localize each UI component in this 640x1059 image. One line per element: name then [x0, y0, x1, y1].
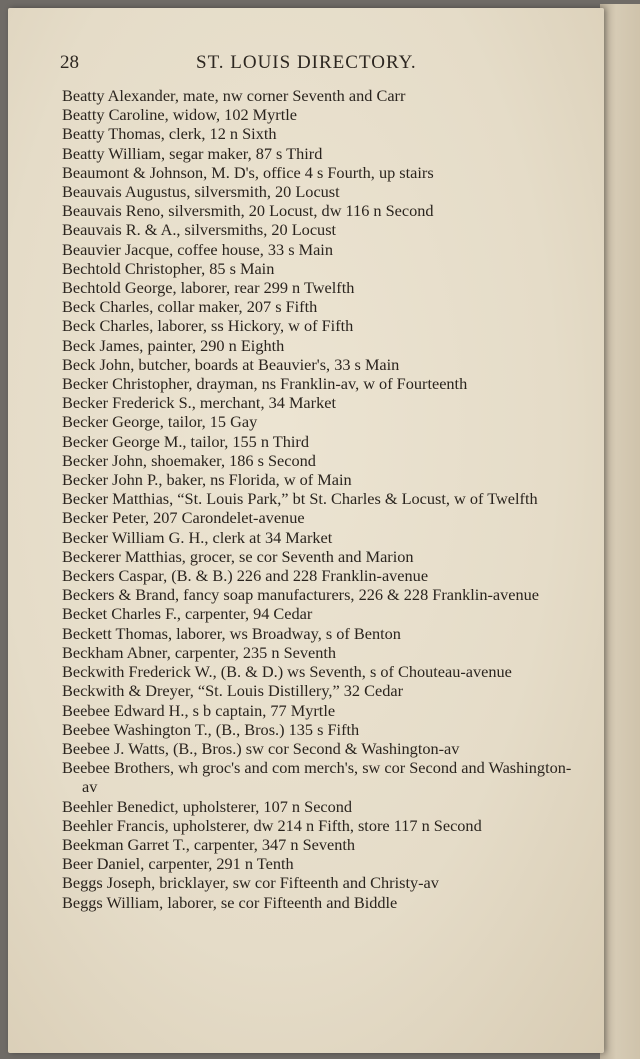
- directory-entry: Beatty Caroline, widow, 102 Myrtle: [62, 105, 297, 125]
- directory-entry: Beckerer Matthias, grocer, se cor Seventh and Marion: [62, 546, 414, 566]
- directory-entry: Beck John, butcher, boards at Beauvier's, 33 s Main: [62, 354, 400, 374]
- directory-entries: [62, 86, 582, 912]
- directory-entry: Beck James, painter, 290 n Eighth: [62, 335, 285, 355]
- directory-entry: Beck Charles, laborer, ss Hickory, w of Fifth: [62, 316, 354, 336]
- adjacent-page-edge: [600, 4, 640, 1059]
- directory-entry: Beckwith & Dreyer, “St. Louis Distillery,” 32 Cedar: [62, 681, 404, 701]
- directory-entry: Beauvais R. & A., silversmiths, 20 Locust: [62, 220, 337, 240]
- directory-entry: Bechtold Christopher, 85 s Main: [62, 258, 275, 278]
- directory-entry: Becker George M., tailor, 155 n Third: [62, 431, 309, 451]
- directory-entry: Beggs Joseph, bricklayer, sw cor Fifteenth and Christy-av: [62, 873, 439, 893]
- directory-entry: Beatty William, segar maker, 87 s Third: [62, 143, 323, 163]
- directory-entry: Beehler Francis, upholsterer, dw 214 n Fifth, store 117 n Second: [62, 815, 482, 835]
- directory-entry: Beehler Benedict, upholsterer, 107 n Second: [62, 796, 353, 816]
- directory-entry: Beebee J. Watts, (B., Bros.) sw cor Second & Washington-av: [62, 738, 460, 758]
- directory-entry: Beckers & Brand, fancy soap manufacturers, 226 & 228 Franklin-avenue: [62, 585, 539, 605]
- directory-entry: Beckett Thomas, laborer, ws Broadway, s of Benton: [62, 623, 401, 643]
- directory-entry: Becker John P., baker, ns Florida, w of Main: [62, 470, 352, 490]
- directory-entry: Becker William G. H., clerk at 34 Market: [62, 527, 333, 547]
- directory-entry: Beebee Washington T., (B., Bros.) 135 s Fifth: [62, 719, 360, 739]
- directory-entry: Beckwith Frederick W., (B. & D.) ws Seventh, s of Chouteau-avenue: [62, 662, 512, 682]
- directory-entry: Beckham Abner, carpenter, 235 n Seventh: [62, 642, 337, 662]
- directory-entry: Becker John, shoemaker, 186 s Second: [62, 450, 316, 470]
- directory-entry: Becker Peter, 207 Carondelet-avenue: [62, 508, 305, 528]
- directory-entry: Beatty Thomas, clerk, 12 n Sixth: [62, 124, 277, 144]
- directory-entry: Beauvais Augustus, silversmith, 20 Locust: [62, 182, 340, 202]
- directory-entry: Becker Christopher, drayman, ns Franklin-av, w of Fourteenth: [62, 374, 468, 394]
- directory-entry: Beggs William, laborer, se cor Fifteenth and Biddle: [62, 892, 398, 912]
- directory-entry: Beauvais Reno, silversmith, 20 Locust, dw 116 n Second: [62, 201, 434, 221]
- directory-entry: Bechtold George, laborer, rear 299 n Twelfth: [62, 278, 355, 298]
- directory-entry: Becker George, tailor, 15 Gay: [62, 412, 258, 432]
- directory-entry: Beekman Garret T., carpenter, 347 n Seventh: [62, 834, 356, 854]
- directory-entry: Beck Charles, collar maker, 207 s Fifth: [62, 297, 318, 317]
- directory-entry: Becker Matthias, “St. Louis Park,” bt St. Charles & Locust, w of Twelfth: [62, 489, 538, 509]
- directory-entry: Beaumont & Johnson, M. D's, office 4 s Fourth, up stairs: [62, 162, 434, 182]
- page-number: 28: [60, 52, 79, 73]
- directory-entry: Becker Frederick S., merchant, 34 Market: [62, 393, 336, 413]
- directory-entry: Beauvier Jacque, coffee house, 33 s Main: [62, 239, 333, 259]
- directory-entry: Beckers Caspar, (B. & B.) 226 and 228 Franklin-avenue: [62, 566, 429, 586]
- directory-entry: Beebee Brothers, wh groc's and com merch's, sw cor Second and Washington-av: [62, 758, 572, 797]
- directory-entry: Beer Daniel, carpenter, 291 n Tenth: [62, 854, 294, 874]
- directory-page: [8, 8, 604, 1053]
- directory-entry: Beatty Alexander, mate, nw corner Seventh and Carr: [62, 86, 406, 105]
- directory-entry: Beebee Edward H., s b captain, 77 Myrtle: [62, 700, 336, 720]
- running-title: ST. LOUIS DIRECTORY.: [196, 52, 417, 73]
- directory-entry: Becket Charles F., carpenter, 94 Cedar: [62, 604, 313, 624]
